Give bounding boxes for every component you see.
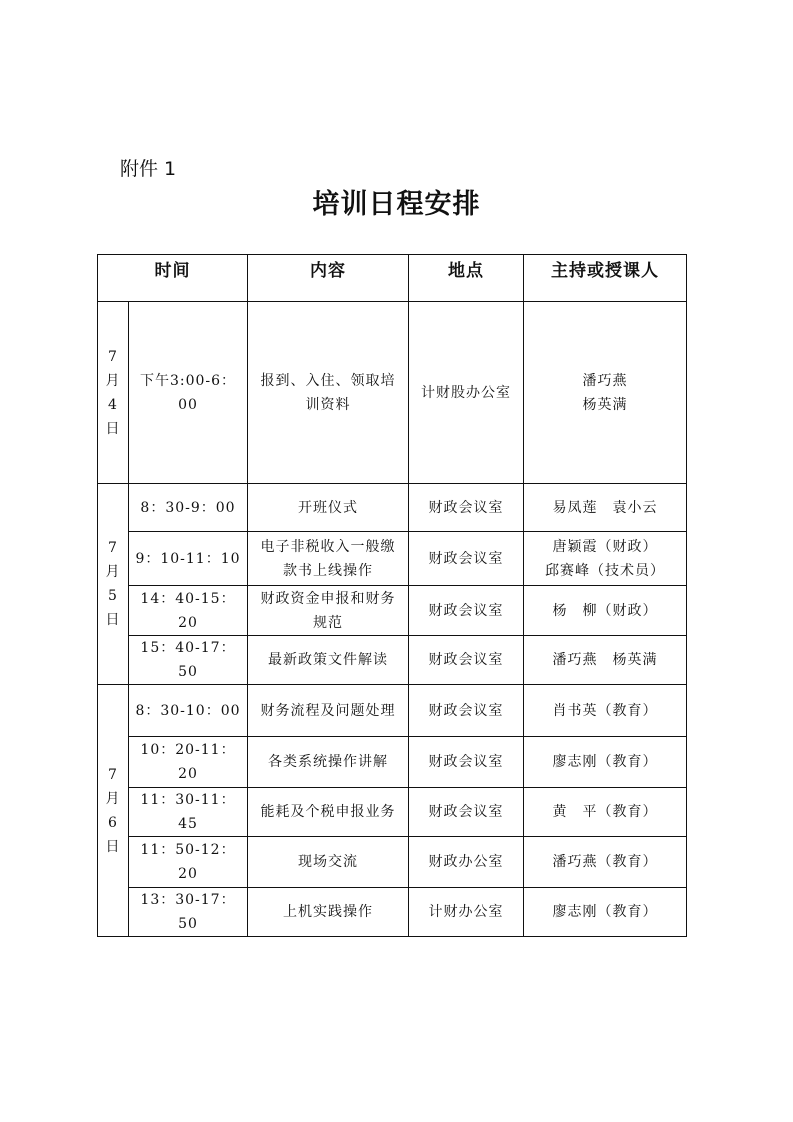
date-char: 4: [108, 396, 118, 413]
content-cell: 现场交流: [248, 837, 409, 888]
table-row: [98, 837, 687, 888]
header-row: [98, 255, 687, 302]
host-cell: 黄 平（教育）: [524, 788, 687, 837]
place-cell: 计财办公室: [409, 888, 524, 937]
content-cell: 开班仪式: [248, 484, 409, 532]
table-row: [98, 888, 687, 937]
time-cell: 9：10-11：10: [129, 532, 248, 586]
time-cell: 下午3:00-6：00: [129, 302, 248, 484]
page-title: 培训日程安排: [312, 189, 481, 220]
date-cell: [98, 302, 129, 484]
place-cell: 财政会议室: [409, 484, 524, 532]
header-content: 内容: [248, 255, 409, 302]
host-cell: 易凤莲 袁小云: [524, 484, 687, 532]
host-cell: 唐颖霞（财政） 邱赛峰（技术员）: [524, 532, 687, 586]
place-cell: 财政会议室: [409, 532, 524, 586]
date-char: 7: [108, 540, 118, 556]
place-cell: 计财股办公室: [409, 302, 524, 484]
host-cell: 廖志刚（教育）: [524, 888, 687, 937]
time-cell: 10：20-11：20: [129, 737, 248, 788]
date-char: 月: [105, 790, 121, 807]
date-char: 日: [105, 420, 121, 437]
table-row: [98, 737, 687, 788]
table-row: [98, 788, 687, 837]
table-row: [98, 484, 687, 532]
content-cell: 报到、入住、领取培训资料: [248, 302, 409, 484]
schedule-table: [97, 254, 687, 937]
table-row: [98, 685, 687, 737]
time-cell: 11：50-12：20: [129, 837, 248, 888]
header-place: 地点: [409, 255, 524, 302]
content-cell: 财务流程及问题处理: [248, 685, 409, 737]
time-cell: 11：30-11：45: [129, 788, 248, 837]
date-char: 7: [108, 766, 118, 783]
date-char: 日: [105, 612, 121, 628]
content-cell: 上机实践操作: [248, 888, 409, 937]
host-cell: 潘巧燕（教育）: [524, 837, 687, 888]
place-cell: 财政会议室: [409, 636, 524, 685]
date-char: 5: [108, 588, 118, 604]
content-cell: 最新政策文件解读: [248, 636, 409, 685]
host-cell: 杨 柳（财政）: [524, 586, 687, 636]
place-cell: 财政办公室: [409, 837, 524, 888]
date-char: 月: [105, 372, 121, 389]
date-cell: [98, 685, 129, 937]
time-cell: 8：30-10：00: [129, 685, 248, 737]
host-cell: 潘巧燕 杨英满: [524, 636, 687, 685]
date-cell: [98, 484, 129, 685]
attachment-label: 附件 1: [120, 158, 177, 180]
host-cell: 肖书英（教育）: [524, 685, 687, 737]
host-cell: 廖志刚（教育）: [524, 737, 687, 788]
content-cell: 财政资金申报和财务规范: [248, 586, 409, 636]
place-cell: 财政会议室: [409, 788, 524, 837]
content-cell: 各类系统操作讲解: [248, 737, 409, 788]
place-cell: 财政会议室: [409, 685, 524, 737]
table-row: [98, 636, 687, 685]
time-cell: 13：30-17：50: [129, 888, 248, 937]
content-cell: 电子非税收入一般缴款书上线操作: [248, 532, 409, 586]
table-row: [98, 302, 687, 484]
date-char: 6: [108, 814, 118, 831]
date-char: 日: [105, 838, 121, 855]
date-char: 7: [108, 348, 118, 365]
time-cell: 15：40-17：50: [129, 636, 248, 685]
time-cell: 14：40-15：20: [129, 586, 248, 636]
place-cell: 财政会议室: [409, 737, 524, 788]
host-cell: 潘巧燕 杨英满: [524, 302, 687, 484]
content-cell: 能耗及个税申报业务: [248, 788, 409, 837]
place-cell: 财政会议室: [409, 586, 524, 636]
header-host: 主持或授课人: [524, 255, 687, 302]
table-row: [98, 586, 687, 636]
table-row: [98, 532, 687, 586]
header-time: 时间: [98, 255, 248, 302]
date-char: 月: [105, 564, 121, 580]
time-cell: 8：30-9：00: [129, 484, 248, 532]
